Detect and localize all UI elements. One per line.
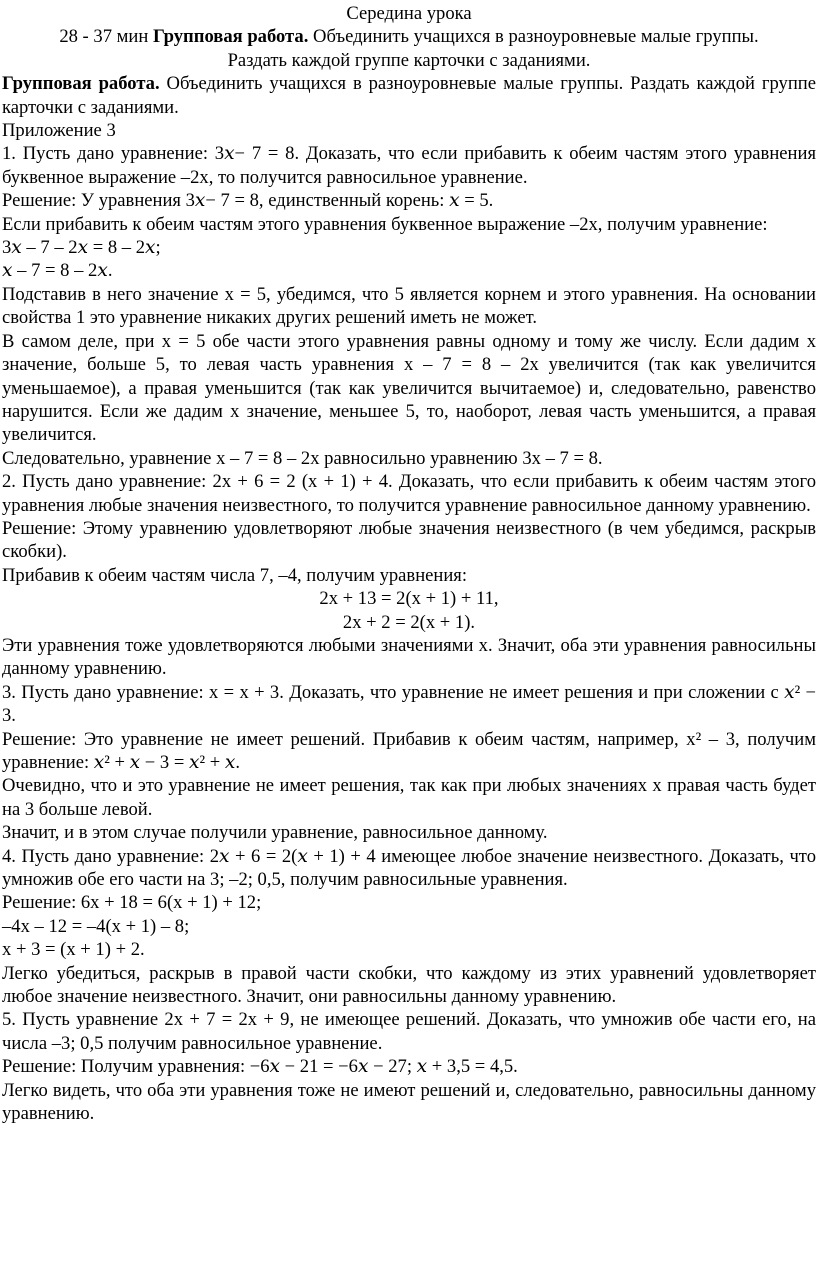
task5-statement: 5. Пусть уравнение 2х + 7 = 2х + 9, не имеющее решений. Доказать, что умножив обе части его, на числа –3; 0,5 получим равносильное уравнение. xyxy=(2,1009,816,1054)
task1-solution: Решение: У уравнения 3𝑥− 7 = 8, единственный корень: 𝑥 = 5. xyxy=(2,190,494,212)
task3-paragraph-1: Очевидно, что и это уравнение не имеет решения, так как при любых значениях х правая часть будет на 3 больше левой. xyxy=(2,775,816,820)
task2-equation-1: 2х + 13 = 2(х + 1) + 11, xyxy=(319,588,499,610)
task1-paragraph-1: Подставив в него значение х = 5, убедимся, что 5 является корнем и этого уравнения. На основании свойства 1 это уравнение никаких других решений иметь не может. xyxy=(2,283,816,329)
task2-statement: 2. Пусть дано уравнение: 2х + 6 = 2 (х + 1) + 4. Доказать, что если прибавить к обеим частям этого уравнения любые значения неизвестного, то получится уравнение равносильное данному уравнению. xyxy=(2,471,816,516)
task4-equation-3: х + 3 = (х + 1) + 2. xyxy=(2,939,145,961)
timing-line-2: Раздать каждой группе карточки с заданиями. xyxy=(227,49,591,71)
timing-prefix: 28 - 37 мин xyxy=(59,26,149,48)
task1-statement: 1. Пусть дано уравнение: 3𝑥− 7 = 8. Доказать, что если прибавить к обеим частям этого уравнения буквенное выражение –2х, то получится равносильное уравнение. xyxy=(2,143,816,188)
task2-add: Прибавив к обеим частям числа 7, –4, получим уравнения: xyxy=(2,564,468,586)
task1-paragraph-3: Следовательно, уравнение х – 7 = 8 – 2х равносильно уравнению 3х – 7 = 8. xyxy=(2,447,603,469)
task2-solution: Решение: Этому уравнению удовлетворяют любые значения неизвестного (в чем убедимся, раскрыв скобки). xyxy=(2,517,816,563)
group-work-bold: Групповая работа. xyxy=(2,73,160,95)
task4-equation-2: –4х – 12 = –4(х + 1) – 8; xyxy=(2,915,190,937)
task3-solution: Решение: Это уравнение не имеет решений. Прибавив к обеим частям, например, х² – 3, получим уравнение: 𝑥² + 𝑥 − 3 = 𝑥² + 𝑥. xyxy=(2,728,816,773)
task4-equation-1: Решение: 6х + 18 = 6(х + 1) + 12; xyxy=(2,892,262,914)
task1-add: Если прибавить к обеим частям этого уравнения буквенное выражение –2х, получим уравнение: xyxy=(2,213,768,235)
task5-solution: Решение: Получим уравнения: −6𝑥 − 21 = −6𝑥 − 27; 𝑥 + 3,5 = 4,5. xyxy=(2,1056,518,1078)
appendix-label: Приложение 3 xyxy=(2,120,116,142)
task1-equation-1: 3𝑥 – 7 – 2𝑥 = 8 – 2𝑥; xyxy=(2,237,161,259)
task1-equation-2: 𝑥 – 7 = 8 – 2𝑥. xyxy=(2,260,113,282)
task4-statement: 4. Пусть дано уравнение: 2𝑥 + 6 = 2(𝑥 + 1) + 4 имеющее любое значение неизвестного. Доказать, что умножив обе его части на 3; –2; 0,5, получим равносильные уравнения. xyxy=(2,845,816,891)
group-work-paragraph xyxy=(2,72,816,119)
task3-statement: 3. Пусть дано уравнение: х = х + 3. Доказать, что уравнение не имеет решения и при сложении с 𝑥² − 3. xyxy=(2,681,816,727)
task5-conclusion: Легко видеть, что оба эти уравнения тоже не имеют решений и, следовательно, равносильны данному уравнению. xyxy=(2,1079,816,1125)
task4-conclusion: Легко убедиться, раскрыв в правой части скобки, что каждому из этих уравнений удовлетворяет любое значение неизвестного. Значит, они равносильны данному уравнению. xyxy=(2,962,816,1008)
task3-paragraph-2: Значит, и в этом случае получили уравнение, равносильное данному. xyxy=(2,822,548,844)
timing-line xyxy=(2,25,816,48)
section-title: Середина урока xyxy=(346,3,472,24)
task1-paragraph-2: В самом деле, при х = 5 обе части этого уравнения равны одному и тому же числу. Если дадим х значение, больше 5, то левая часть уравнения х – 7 = 8 – 2х увеличится (так как увеличится уменьшаемое), а правая уменьшится (так как увеличится вычитаемое) и, следовательно, равенство нарушится. Если же дадим х значение, меньшее 5, то, наоборот, левая часть уменьшится, а правая увеличится. xyxy=(2,330,816,446)
group-work-text: Объединить учащихся в разноуровневые малые группы. Раздать каждой группе карточки с заданиями. xyxy=(2,73,816,118)
timing-description: Объединить учащихся в разноуровневые малые группы. xyxy=(308,26,759,48)
task2-conclusion: Эти уравнения тоже удовлетворяются любыми значениями х. Значит, оба эти уравнения равносильны данному уравнению. xyxy=(2,634,816,680)
timing-bold-label: Групповая работа. xyxy=(148,26,309,48)
task2-equation-2: 2х + 2 = 2(х + 1). xyxy=(342,611,476,633)
